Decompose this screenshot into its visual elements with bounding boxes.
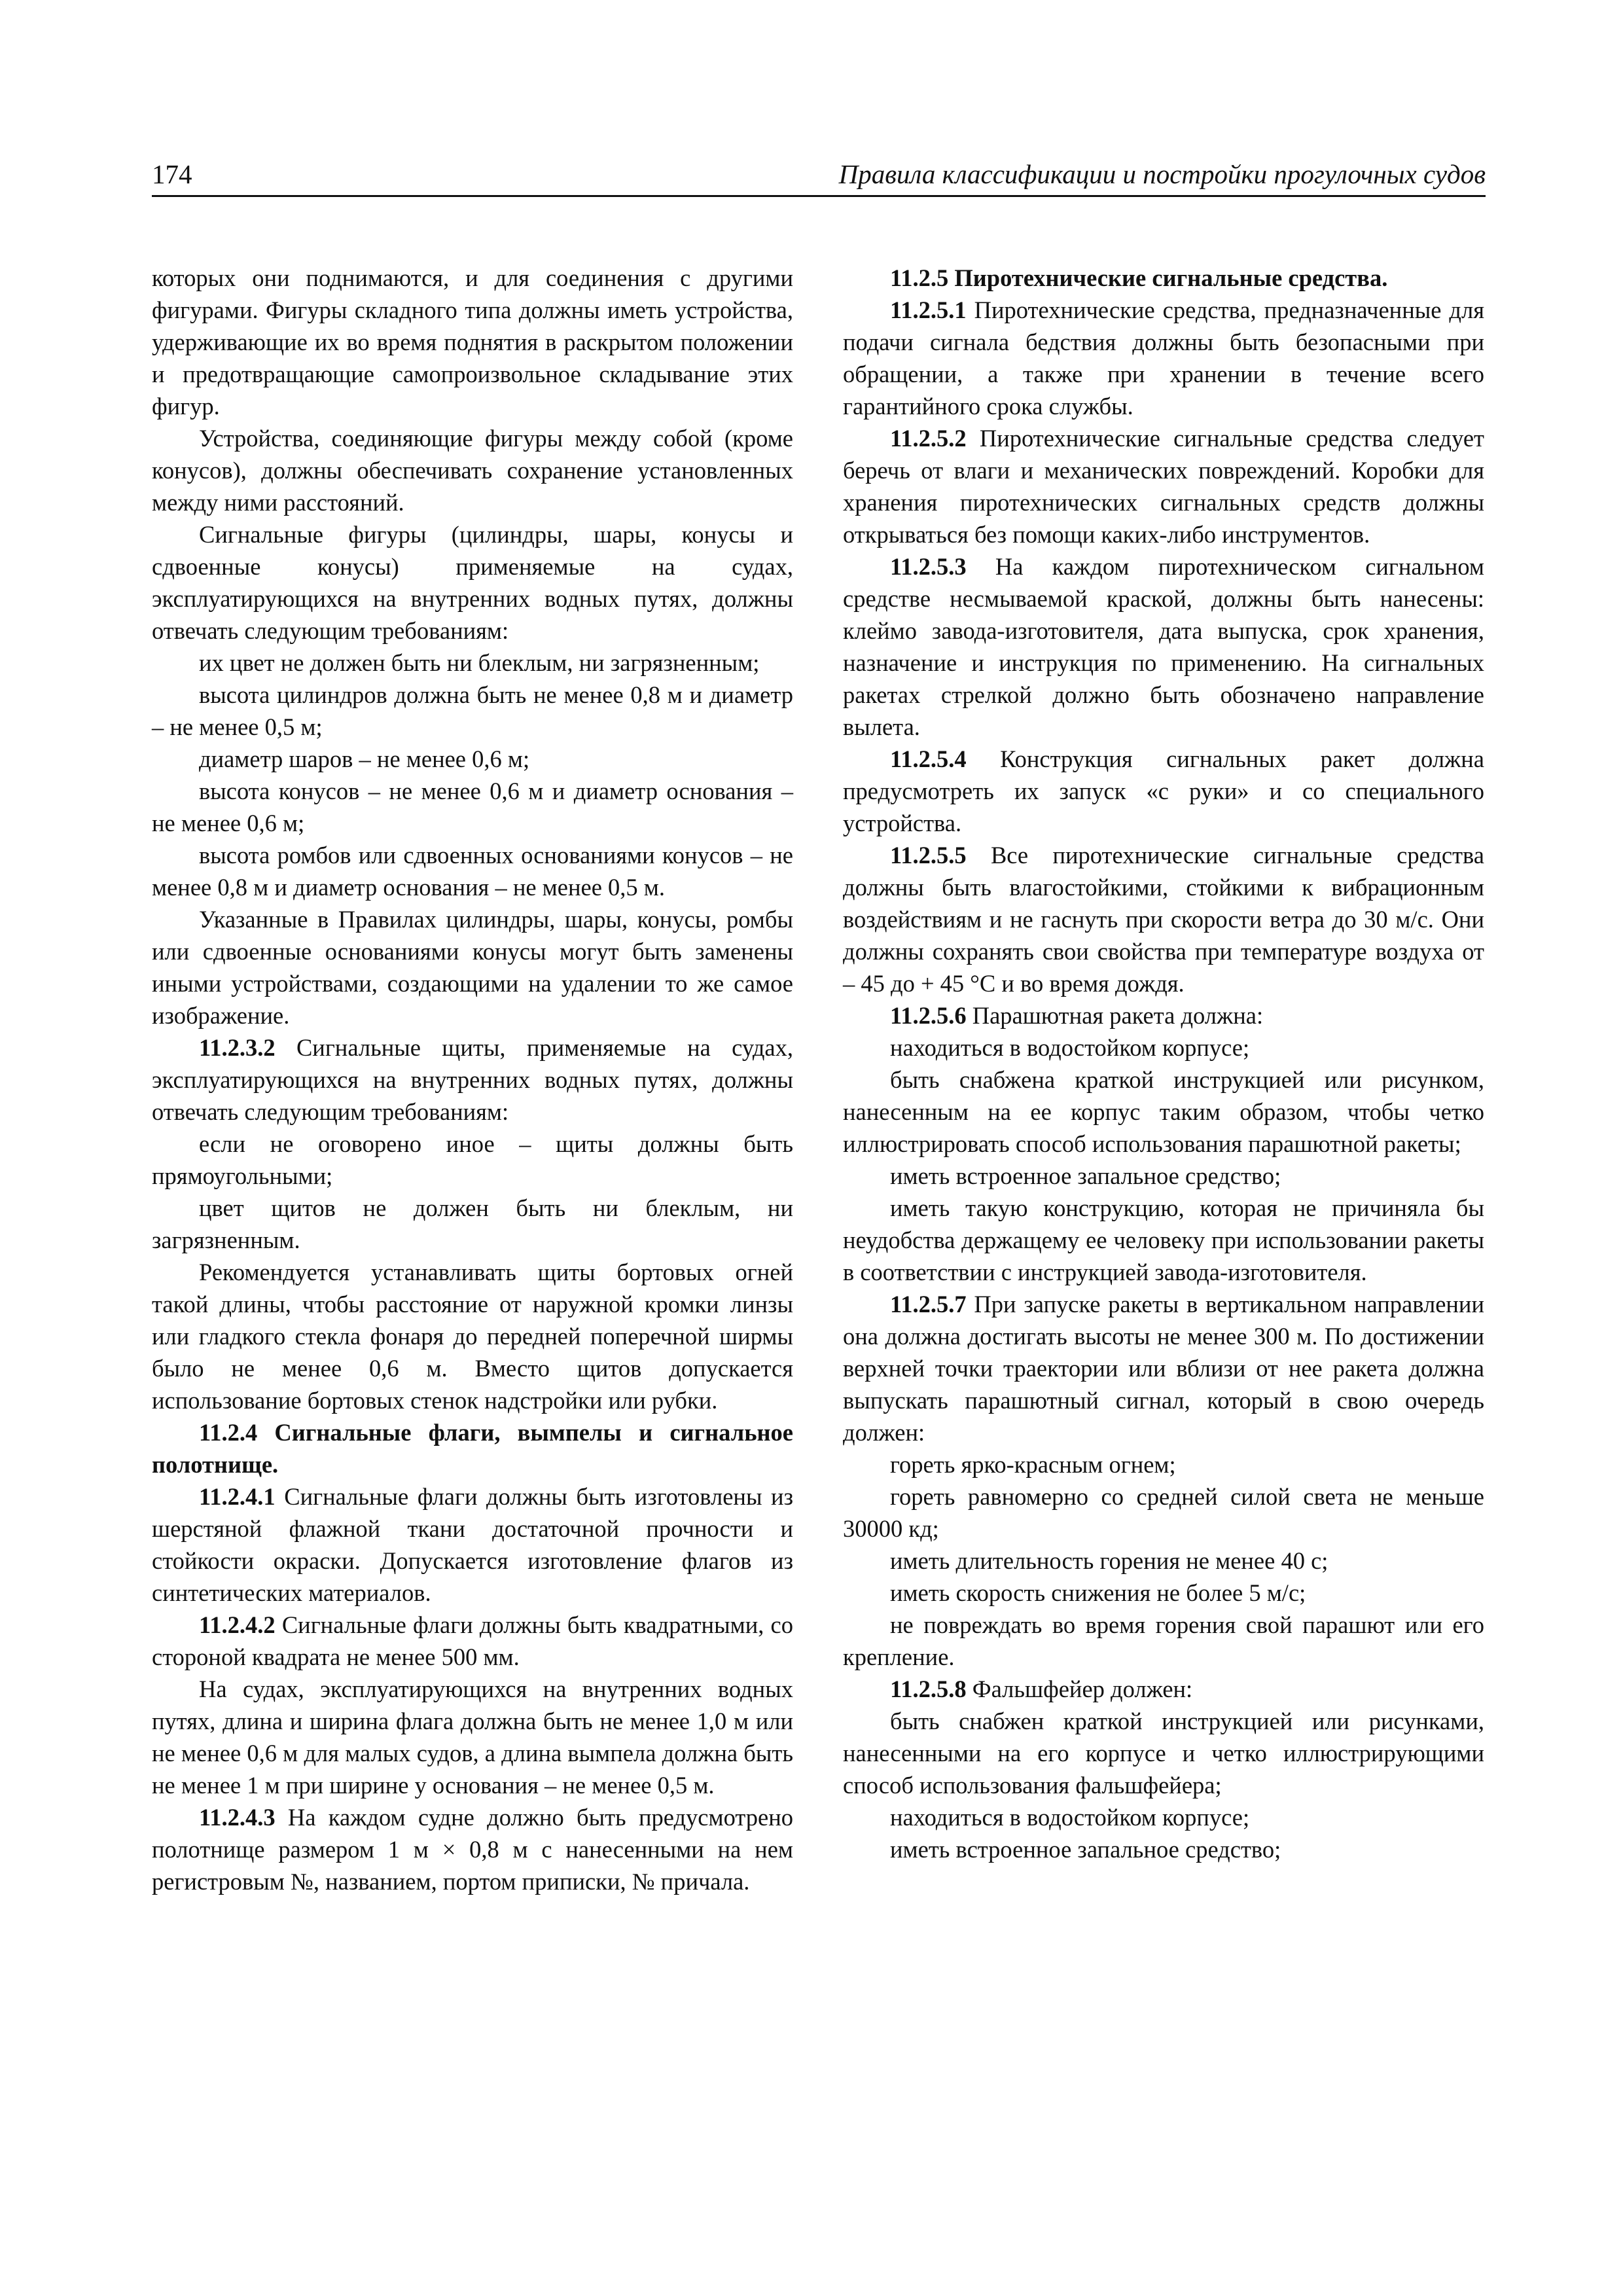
paragraph — [152, 679, 793, 743]
paragraph — [152, 1801, 793, 1897]
paragraph — [843, 550, 1484, 743]
paragraph-text: Сигнальные флаги должны быть изготовлены из шерстяной флажной ткани достаточной прочности и стойкости окраски. Допускается изготовление флагов из синтетических материалов. — [152, 1483, 794, 1606]
section-number: 11.2.5.3 — [890, 553, 967, 580]
paragraph-text: высота ромбов или сдвоенных основаниями конусов – не менее 0,8 м и диаметр основания – не менее 0,5 м. — [152, 842, 793, 901]
paragraph — [843, 1192, 1484, 1288]
paragraph — [152, 647, 793, 679]
paragraph — [152, 1609, 793, 1673]
paragraph-text: гореть равномерно со средней силой света не меньше 30000 кд; — [843, 1483, 1484, 1542]
paragraph-text: цвет щитов не должен быть ни блеклым, ни загрязненным. — [152, 1194, 793, 1253]
section-number: 11.2.5.2 — [890, 425, 967, 452]
paragraph — [843, 1031, 1484, 1064]
paragraph — [843, 999, 1484, 1031]
paragraph — [152, 422, 793, 518]
paragraph — [152, 1480, 793, 1609]
paragraph — [152, 903, 793, 1031]
paragraph-text: иметь скорость снижения не более 5 м/с; — [890, 1579, 1306, 1606]
paragraph-text: иметь длительность горения не менее 40 с; — [890, 1547, 1329, 1574]
paragraph-text: находиться в водостойком корпусе; — [890, 1804, 1250, 1831]
paragraph-text: Сигнальные флаги должны быть квадратными, со стороной квадрата не менее 500 мм. — [152, 1611, 793, 1670]
paragraph — [843, 294, 1484, 422]
paragraph — [152, 262, 793, 422]
paragraph-text: Указанные в Правилах цилиндры, шары, конусы, ромбы или сдвоенные основаниями конусы могут быть заменены иными устройствами, создающими на удалении то же самое изображение. — [152, 906, 793, 1029]
paragraph-text: высота цилиндров должна быть не менее 0,8 м и диаметр – не менее 0,5 м; — [152, 681, 793, 740]
paragraph-text: иметь встроенное запальное средство; — [890, 1162, 1281, 1189]
section-number: 11.2.4 Сигнальные флаги, вымпелы и сигнальное полотнище. — [152, 1419, 793, 1478]
section-number: 11.2.4.3 — [199, 1804, 276, 1831]
paragraph — [843, 1705, 1484, 1801]
paragraph-text: Парашютная ракета должна: — [972, 1002, 1264, 1029]
paragraph — [152, 1416, 793, 1480]
section-number: 11.2.5.4 — [890, 745, 967, 772]
paragraph-text: Пиротехнические средства, предназначенные для подачи сигнала бедствия должны быть безопасными при обращении, а также при хранении в течение всего гарантийного срока службы. — [843, 296, 1485, 420]
paragraph — [152, 1673, 793, 1801]
paragraph — [843, 422, 1484, 550]
paragraph — [152, 775, 793, 839]
section-number: 11.2.3.2 — [199, 1034, 276, 1061]
paragraph — [152, 839, 793, 903]
paragraph-text: быть снабжена краткой инструкцией или рисунком, нанесенным на ее корпус таким образом, чтобы четко иллюстрировать способ использования парашютной ракеты; — [843, 1066, 1484, 1157]
paragraph-text: Сигнальные щиты, применяемые на судах, эксплуатирующихся на внутренних водных путях, должны отвечать следующим требованиям: — [152, 1034, 793, 1125]
paragraph — [843, 1064, 1484, 1160]
section-number: 11.2.5.8 — [890, 1676, 967, 1702]
paragraph-text: которых они поднимаются, и для соединения с другими фигурами. Фигуры складного типа должны иметь устройства, удерживающие их во время поднятия в раскрытом положении и предотвращающие самопроизвольное складывание этих фигур. — [152, 264, 793, 420]
paragraph-text: На каждом судне должно быть предусмотрено полотнище размером 1 м × 0,8 м с нанесенными на нем регистровым №, названием, портом приписки, № причала. — [152, 1804, 794, 1895]
section-number: 11.2.5.5 — [890, 842, 967, 869]
paragraph — [843, 1448, 1484, 1480]
paragraph — [152, 1192, 793, 1256]
page-header — [152, 154, 1486, 197]
running-title: Правила классификации и постройки прогулочных судов — [838, 159, 1486, 189]
section-number: 11.2.5.7 — [890, 1291, 967, 1318]
paragraph-text: быть снабжен краткой инструкцией или рисунками, нанесенными на его корпусе и четко иллюстрирующими способ использования фальшфейера; — [843, 1708, 1484, 1799]
paragraph — [843, 1833, 1484, 1865]
paragraph-text: При запуске ракеты в вертикальном направлении она должна достигать высоты не менее 300 м. По достижении верхней точки траектории или вблизи от нее ракета должна выпускать парашютный сигнал, который в свою очередь должен: — [843, 1291, 1484, 1446]
paragraph — [843, 1288, 1484, 1448]
paragraph — [843, 1545, 1484, 1577]
paragraph-text: иметь такую конструкцию, которая не причиняла бы неудобства держащему ее человеку при использовании ракеты в соответствии с инструкцией завода-изготовителя. — [843, 1194, 1484, 1285]
right-column — [843, 262, 1484, 1865]
paragraph-text: иметь встроенное запальное средство; — [890, 1836, 1281, 1863]
paragraph-text: если не оговорено иное – щиты должны быть прямоугольными; — [152, 1130, 793, 1189]
paragraph-text: Фальшфейер должен: — [972, 1676, 1193, 1702]
paragraph-text: На судах, эксплуатирующихся на внутренних водных путях, длина и ширина флага должна быть не менее 1,0 м или не менее 0,6 м для малых судов, а длина вымпела должна быть не менее 1 м при ширине у основания – не менее 0,5 м. — [152, 1676, 793, 1799]
paragraph — [843, 743, 1484, 839]
section-number: 11.2.5.1 — [890, 296, 967, 323]
paragraph-text: гореть ярко-красным огнем; — [890, 1451, 1176, 1478]
left-column — [152, 262, 793, 1897]
paragraph — [843, 1480, 1484, 1545]
section-number: 11.2.5 Пиротехнические сигнальные средства. — [890, 264, 1388, 291]
paragraph — [152, 1031, 793, 1128]
section-number: 11.2.4.2 — [199, 1611, 276, 1638]
paragraph-text: На каждом пиротехническом сигнальном средстве несмываемой краской, должны быть нанесены: клеймо завода-изготовителя, дата выпуска, срок хранения, назначение и инструкция по применению. На сигнальных ракетах стрелкой должно быть обозначено направление вылета. — [843, 553, 1484, 740]
section-number: 11.2.4.1 — [199, 1483, 276, 1510]
paragraph-text: Устройства, соединяющие фигуры между собой (кроме конусов), должны обеспечивать сохранение установленных между ними расстояний. — [152, 425, 793, 516]
paragraph-text: Сигнальные фигуры (цилиндры, шары, конусы и сдвоенные конусы) применяемые на судах, эксплуатирующихся на внутренних водных путях, должны отвечать следующим требованиям: — [152, 521, 793, 644]
paragraph — [843, 1577, 1484, 1609]
paragraph-text: не повреждать во время горения свой парашют или его крепление. — [843, 1611, 1484, 1670]
section-number: 11.2.5.6 — [890, 1002, 967, 1029]
paragraph — [843, 839, 1484, 999]
paragraph — [152, 518, 793, 647]
paragraph-text: Конструкция сигнальных ракет должна предусмотреть их запуск «с руки» и со специального устройства. — [843, 745, 1484, 836]
paragraph — [152, 743, 793, 775]
paragraph — [152, 1256, 793, 1416]
paragraph-text: их цвет не должен быть ни блеклым, ни загрязненным; — [199, 649, 760, 676]
paragraph — [843, 262, 1484, 294]
paragraph-text: Рекомендуется устанавливать щиты бортовых огней такой длины, чтобы расстояние от наружной кромки линзы или гладкого стекла фонаря до передней поперечной ширмы было не менее 0,6 м. Вместо щитов допускается использование бортовых стенок надстройки или рубки. — [152, 1259, 793, 1414]
paragraph-text: Все пиротехнические сигнальные средства должны быть влагостойкими, стойкими к вибрационным воздействиям и не гаснуть при скорости ветра до 30 м/с. Они должны сохранять свои свойства при температуре воздуха от – 45 до + 45 °С и во время дождя. — [843, 842, 1484, 997]
paragraph — [843, 1801, 1484, 1833]
paragraph — [843, 1673, 1484, 1705]
paragraph — [152, 1128, 793, 1192]
paragraph-text: находиться в водостойком корпусе; — [890, 1034, 1250, 1061]
paragraph-text: высота конусов – не менее 0,6 м и диаметр основания – не менее 0,6 м; — [152, 778, 793, 836]
page-number: 174 — [152, 159, 192, 189]
paragraph-text: Пиротехнические сигнальные средства следует беречь от влаги и механических повреждений. Коробки для хранения пиротехнических сигнальных средств должны открываться без помощи каких-либо инструментов. — [843, 425, 1484, 548]
paragraph — [843, 1160, 1484, 1192]
paragraph — [843, 1609, 1484, 1673]
paragraph-text: диаметр шаров – не менее 0,6 м; — [199, 745, 530, 772]
